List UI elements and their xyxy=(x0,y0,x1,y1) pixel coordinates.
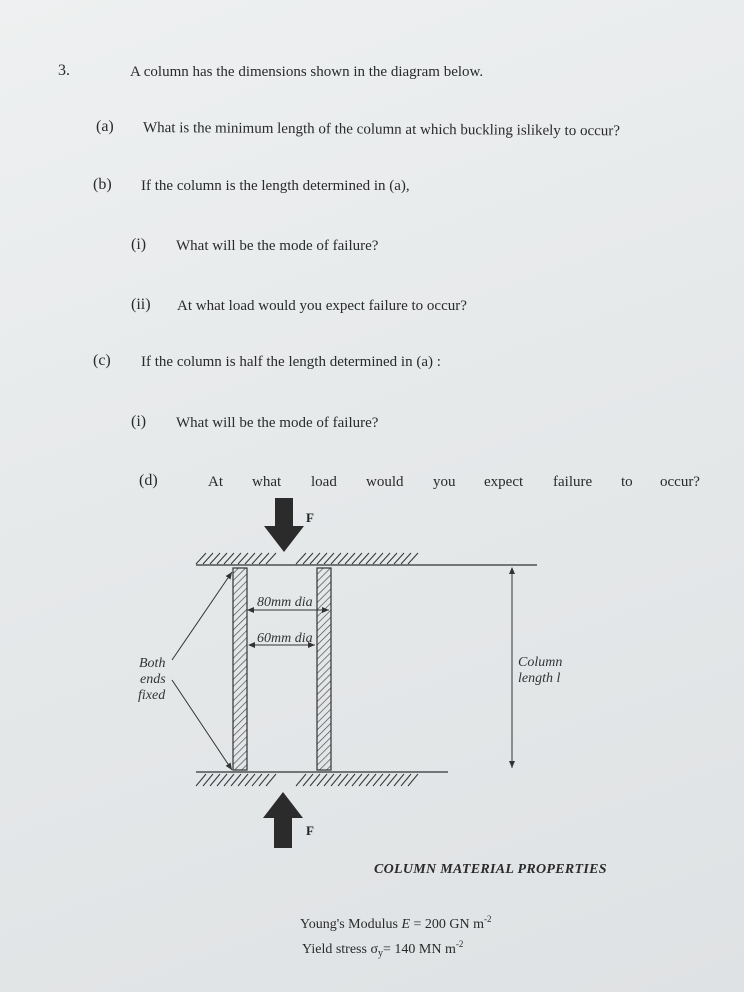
yield-value: = 140 MN m xyxy=(383,942,456,957)
part-a-text: What is the minimum length of the column at which buckling islikely to occur? xyxy=(142,120,621,140)
yield-prefix: Yield stress xyxy=(302,942,371,957)
properties-title: COLUMN MATERIAL PROPERTIES xyxy=(374,862,607,877)
part-d-word: to xyxy=(621,474,633,490)
yield-symbol: σ xyxy=(370,942,378,957)
part-d-word: failure xyxy=(553,474,593,490)
ends-fixed-leader-top xyxy=(172,572,232,660)
part-b-text: If the column is the length determined in (a), xyxy=(141,178,410,194)
top-fixed-support xyxy=(196,553,537,565)
part-b-ii-label: (ii) xyxy=(131,296,151,313)
part-c-i-label: (i) xyxy=(131,413,147,430)
youngs-modulus xyxy=(300,914,492,933)
length-label-line1: Column xyxy=(518,655,563,670)
ends-label-line2: ends xyxy=(140,672,166,687)
outer-dia-label: 80mm dia xyxy=(257,595,313,610)
part-d-word: what xyxy=(252,474,282,490)
youngs-exponent: -2 xyxy=(484,914,492,924)
part-c-label: (c) xyxy=(93,352,111,369)
top-force-arrow xyxy=(264,498,304,552)
bottom-fixed-support xyxy=(196,772,448,786)
youngs-value: = 200 GN m xyxy=(410,917,485,932)
part-d-word: you xyxy=(433,474,456,490)
yield-exponent: -2 xyxy=(455,939,464,949)
ends-label-line1: Both xyxy=(139,656,166,671)
question-intro: A column has the dimensions shown in the diagram below. xyxy=(130,64,484,80)
bottom-force-arrow xyxy=(263,792,303,848)
part-b-i-label: (i) xyxy=(131,236,147,253)
part-b-ii-text: At what load would you expect failure to occur? xyxy=(177,298,467,314)
youngs-symbol: E xyxy=(401,917,411,932)
part-c-i-text: What will be the mode of failure? xyxy=(176,415,379,431)
inner-dia-label: 60mm dia xyxy=(257,631,313,646)
question-number: 3. xyxy=(58,62,70,79)
part-d-label: (d) xyxy=(139,472,158,489)
part-d-word: would xyxy=(366,474,404,490)
part-d-word: occur? xyxy=(660,474,700,490)
yield-subscript: y xyxy=(378,948,383,959)
bottom-force-label: F xyxy=(306,823,314,838)
youngs-prefix: Young's Modulus xyxy=(300,917,402,932)
length-label-line2: length l xyxy=(518,671,561,686)
part-d-word: expect xyxy=(484,474,524,490)
ends-label-line3: fixed xyxy=(138,688,166,703)
part-d-word: load xyxy=(311,474,337,490)
top-force-label: F xyxy=(306,510,314,525)
part-a-label: (a) xyxy=(96,118,114,135)
part-b-i-text: What will be the mode of failure? xyxy=(176,238,379,254)
part-d-word: At xyxy=(208,474,223,490)
ends-fixed-leader-bottom xyxy=(172,680,232,770)
part-c-text: If the column is half the length determined in (a) : xyxy=(141,354,441,370)
part-b-label: (b) xyxy=(93,176,112,193)
yield-stress xyxy=(302,939,463,959)
